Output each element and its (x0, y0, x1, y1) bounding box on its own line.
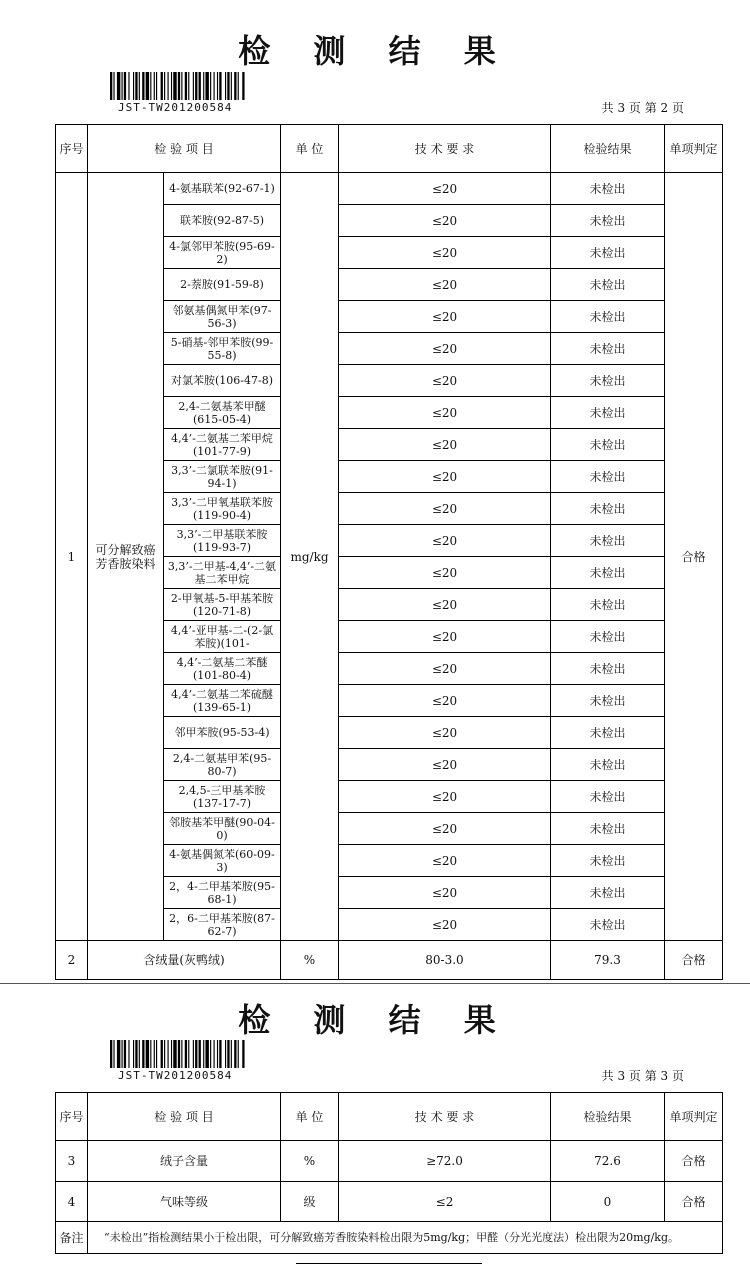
item-name: 2,4-二氨基甲苯(95-80-7) (164, 749, 281, 781)
item-requirement: ≤20 (339, 301, 551, 333)
header-requirement: 技 术 要 求 (339, 125, 551, 173)
item-requirement: ≤20 (339, 749, 551, 781)
item-requirement: ≤20 (339, 205, 551, 237)
item-name: 2-萘胺(91-59-8) (164, 269, 281, 301)
row-result: 0 (551, 1182, 665, 1222)
item-name: 4-氯邻甲苯胺(95-69-2) (164, 237, 281, 269)
row-result: 72.6 (551, 1141, 665, 1182)
item-result: 未检出 (551, 205, 665, 237)
header-requirement: 技 术 要 求 (339, 1093, 551, 1141)
item-requirement: ≤20 (339, 173, 551, 205)
item-requirement: ≤20 (339, 461, 551, 493)
item-requirement: ≤20 (339, 621, 551, 653)
page-info-2: 共 3 页 第 3 页 (601, 1069, 684, 1083)
barcode-2 (110, 1040, 282, 1068)
item-requirement: ≤20 (339, 525, 551, 557)
results-table-2 (55, 1092, 723, 1254)
row-unit: % (281, 941, 339, 980)
item-requirement: ≤20 (339, 685, 551, 717)
item-result: 未检出 (551, 525, 665, 557)
item-result: 未检出 (551, 557, 665, 589)
row-no: 4 (56, 1182, 88, 1222)
item-name: 4-氨基偶氮苯(60-09-3) (164, 845, 281, 877)
item-name: 3,3’-二氯联苯胺(91-94-1) (164, 461, 281, 493)
item-result: 未检出 (551, 365, 665, 397)
page-title: 检 测 结 果 (238, 32, 512, 70)
item-name: 3,3’-二甲氧基联苯胺(119-90-4) (164, 493, 281, 525)
item-requirement: ≤20 (339, 397, 551, 429)
row-verdict: 合格 (665, 941, 723, 980)
header-item: 检 验 项 目 (88, 125, 281, 173)
item-requirement: ≤20 (339, 909, 551, 941)
item-requirement: ≤20 (339, 589, 551, 621)
item-requirement: ≤20 (339, 493, 551, 525)
item-name: 2，6-二甲基苯胺(87-62-7) (164, 909, 281, 941)
item-name: 2，4-二甲基苯胺(95-68-1) (164, 877, 281, 909)
item-result: 未检出 (551, 877, 665, 909)
item-result: 未检出 (551, 301, 665, 333)
item-requirement: ≤20 (339, 557, 551, 589)
page-info: 共 3 页 第 2 页 (601, 101, 684, 115)
item-name: 邻甲苯胺(95-53-4) (164, 717, 281, 749)
item-result: 未检出 (551, 845, 665, 877)
item-name: 3,3’-二甲基联苯胺(119-93-7) (164, 525, 281, 557)
row-unit: % (281, 1141, 339, 1182)
row-item: 含绒量(灰鸭绒) (88, 941, 281, 980)
barcode (110, 72, 282, 100)
item-result: 未检出 (551, 717, 665, 749)
item-name: 对氯苯胺(106-47-8) (164, 365, 281, 397)
item-name: 4,4’-二氨基二苯醚(101-80-4) (164, 653, 281, 685)
item-name: 4,4’-二氨基二苯甲烷(101-77-9) (164, 429, 281, 461)
item-name: 邻氨基偶氮甲苯(97-56-3) (164, 301, 281, 333)
item-name: 邻胺基苯甲醚(90-04-0) (164, 813, 281, 845)
table-row (56, 941, 723, 980)
row-requirement: 80-3.0 (339, 941, 551, 980)
item-name: 2,4,5-三甲基苯胺(137-17-7) (164, 781, 281, 813)
header-item: 检 验 项 目 (88, 1093, 281, 1141)
row-verdict: 合格 (665, 173, 723, 941)
item-requirement: ≤20 (339, 269, 551, 301)
table-header-row (56, 125, 723, 173)
item-requirement: ≤20 (339, 845, 551, 877)
item-requirement: ≤20 (339, 333, 551, 365)
table-row (56, 1141, 723, 1182)
item-result: 未检出 (551, 621, 665, 653)
row-verdict: 合格 (665, 1182, 723, 1222)
item-result: 未检出 (551, 781, 665, 813)
item-result: 未检出 (551, 909, 665, 941)
row-no: 3 (56, 1141, 88, 1182)
header-verdict: 单项判定 (665, 1093, 723, 1141)
item-name: 4-氨基联苯(92-67-1) (164, 173, 281, 205)
item-result: 未检出 (551, 269, 665, 301)
item-name: 2,4-二氨基苯甲醚(615-05-4) (164, 397, 281, 429)
header-result: 检验结果 (551, 125, 665, 173)
item-result: 未检出 (551, 685, 665, 717)
item-result: 未检出 (551, 173, 665, 205)
item-result: 未检出 (551, 589, 665, 621)
item-result: 未检出 (551, 237, 665, 269)
row-category: 可分解致癌芳香胺染料 (88, 173, 164, 941)
note-row (56, 1222, 723, 1254)
item-result: 未检出 (551, 429, 665, 461)
item-name: 联苯胺(92-87-5) (164, 205, 281, 237)
item-requirement: ≤20 (339, 877, 551, 909)
item-name: 3,3’-二甲基-4,4’-二氨基二苯甲烷 (164, 557, 281, 589)
note-text: “未检出”指检测结果小于检出限，可分解致癌芳香胺染料检出限为5mg/kg；甲醛（分光光度法）检出限为20mg/kg。 (88, 1222, 723, 1254)
header-no: 序号 (56, 125, 88, 173)
item-requirement: ≤20 (339, 813, 551, 845)
footer-line (296, 1263, 482, 1264)
item-result: 未检出 (551, 493, 665, 525)
header-unit: 单 位 (281, 125, 339, 173)
header-no: 序号 (56, 1093, 88, 1141)
item-requirement: ≤20 (339, 365, 551, 397)
row-no: 1 (56, 173, 88, 941)
row-unit: 级 (281, 1182, 339, 1222)
item-requirement: ≤20 (339, 653, 551, 685)
results-table (55, 124, 723, 980)
row-unit: mg/kg (281, 173, 339, 941)
item-result: 未检出 (551, 813, 665, 845)
page-title-2: 检 测 结 果 (238, 1001, 512, 1039)
header-verdict: 单项判定 (665, 125, 723, 173)
item-result: 未检出 (551, 653, 665, 685)
note-label: 备注 (56, 1222, 88, 1254)
row-item: 绒子含量 (88, 1141, 281, 1182)
item-result: 未检出 (551, 749, 665, 781)
item-result: 未检出 (551, 397, 665, 429)
header-unit: 单 位 (281, 1093, 339, 1141)
table-header-row (56, 1093, 723, 1141)
row-verdict: 合格 (665, 1141, 723, 1182)
item-requirement: ≤20 (339, 429, 551, 461)
item-result: 未检出 (551, 461, 665, 493)
row-requirement: ≤2 (339, 1182, 551, 1222)
item-name: 4,4’-二氨基二苯硫醚(139-65-1) (164, 685, 281, 717)
item-result: 未检出 (551, 333, 665, 365)
row-result: 79.3 (551, 941, 665, 980)
item-requirement: ≤20 (339, 781, 551, 813)
row-item: 气味等级 (88, 1182, 281, 1222)
page-divider (0, 983, 750, 984)
row-requirement: ≥72.0 (339, 1141, 551, 1182)
item-requirement: ≤20 (339, 717, 551, 749)
barcode-number-2: JST-TW201200584 (118, 1069, 233, 1082)
table-row (56, 1182, 723, 1222)
item-name: 4,4’-亚甲基-二-(2-氯苯胺)(101- (164, 621, 281, 653)
item-name: 5-硝基-邻甲苯胺(99-55-8) (164, 333, 281, 365)
item-name: 2-甲氧基-5-甲基苯胺(120-71-8) (164, 589, 281, 621)
table-row (56, 173, 723, 205)
barcode-number: JST-TW201200584 (118, 101, 233, 114)
row-no: 2 (56, 941, 88, 980)
header-result: 检验结果 (551, 1093, 665, 1141)
item-requirement: ≤20 (339, 237, 551, 269)
